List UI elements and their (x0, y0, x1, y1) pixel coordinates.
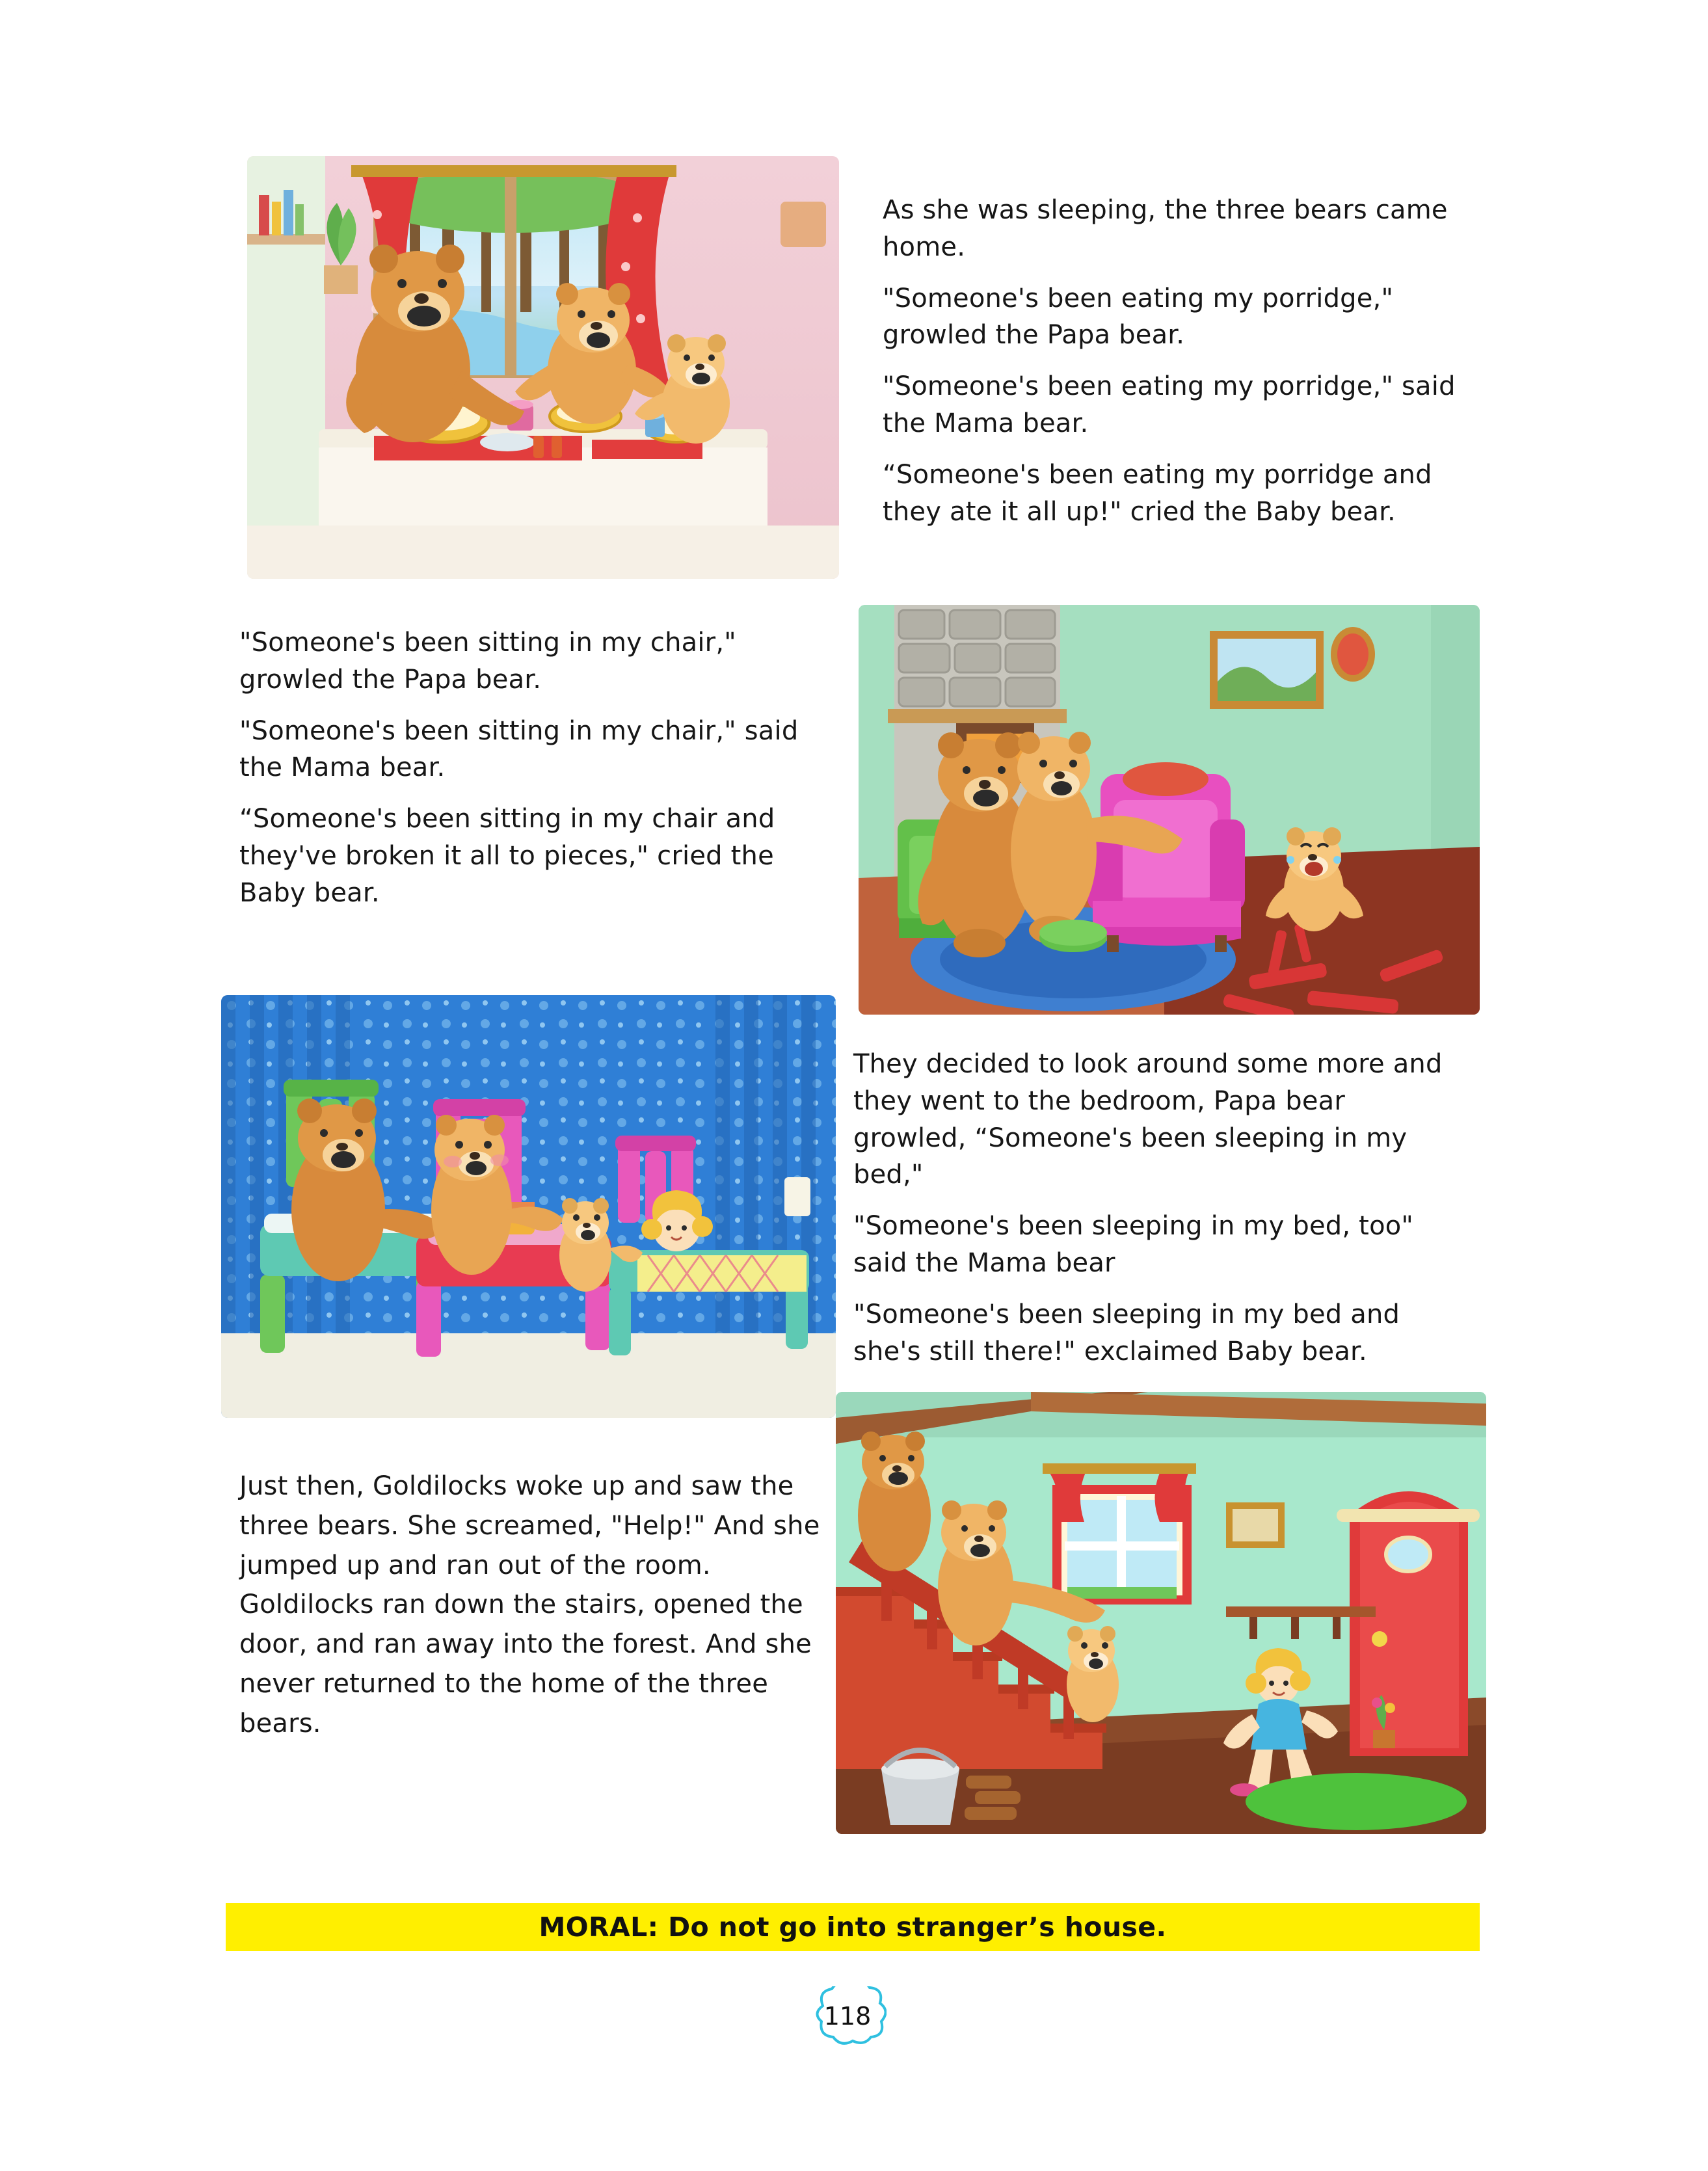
paragraph-5: "Someone's been sitting in my chair," growled the Papa bear. (239, 628, 736, 695)
paragraph-10: "Someone's been sleeping in my bed and she's still there!" exclaimed Baby bear. (853, 1299, 1400, 1366)
paragraph-2: "Someone's been eating my porridge," growled the Papa bear. (883, 283, 1394, 351)
paragraph-3: "Someone's been eating my porridge," said the Mama bear. (883, 371, 1456, 438)
text-porridge-section (883, 192, 1480, 530)
page-number-badge (808, 1986, 887, 2046)
moral-banner (226, 1903, 1480, 1951)
paragraph-4: “Someone's been eating my porridge and they ate it all up!" cried the Baby bear. (883, 459, 1432, 527)
paragraph-9: "Someone's been sleeping in my bed, too" said the Mama bear (853, 1211, 1414, 1278)
moral-text: MORAL: Do not go into stranger’s house. (539, 1911, 1167, 1943)
illustration-bedroom (221, 995, 836, 1418)
paragraph-8: They decided to look around some more and they went to the bedroom, Papa bear growled, “Someone's been sleeping in my bed," (853, 1049, 1443, 1190)
illustration-stairs (836, 1392, 1486, 1834)
page-number: 118 (823, 2002, 872, 2031)
paragraph-1: As she was sleeping, the three bears came home. (883, 195, 1448, 262)
illustration-kitchen (247, 156, 839, 579)
paragraph-7: “Someone's been sitting in my chair and they've broken it all to pieces," cried the Baby bear. (239, 804, 775, 908)
text-ending-section (239, 1467, 825, 1744)
paragraph-6: "Someone's been sitting in my chair," said the Mama bear. (239, 715, 799, 783)
text-chair-section (239, 624, 825, 912)
paragraph-11: Just then, Goldilocks woke up and saw the three bears. She screamed, "Help!" And she jumped up and ran out of the room. Goldilocks ran down the stairs, opened the door, and ran away into the forest. And she never returned to the home of the three bears. (239, 1471, 820, 1738)
illustration-living-room (859, 605, 1480, 1015)
text-bed-section (853, 1046, 1444, 1370)
